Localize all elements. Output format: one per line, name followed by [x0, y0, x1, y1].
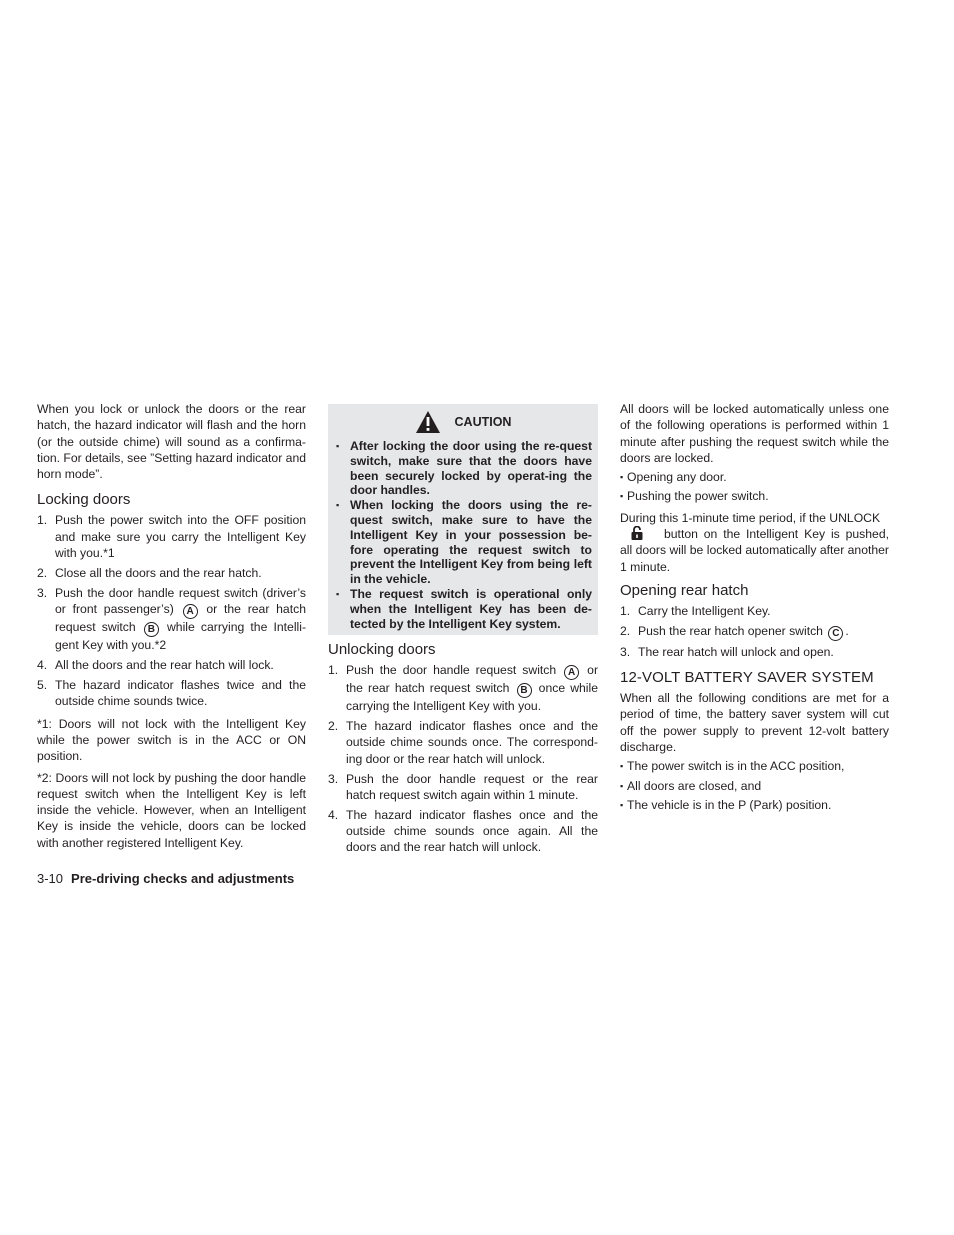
caution-box	[328, 404, 598, 635]
rear-hatch-steps	[620, 603, 889, 661]
list-item: 4. All the doors and the rear hatch will lock.	[37, 657, 274, 672]
page-footer	[37, 871, 294, 887]
list-item: 3. Push the door handle request switch (driver’s or front passenger’s) A or the rear hatch request switch B while carrying the Intelli-gent Key with you.*2	[37, 585, 307, 652]
unlocking-steps	[328, 662, 598, 855]
list-item: 3. Push the door handle request or the rear hatch request switch again within 1 minute.	[328, 771, 598, 802]
list-item: 5. The hazard indicator flashes twice and the outside chime sounds twice.	[37, 677, 306, 708]
battery-saver-heading: 12-VOLT BATTERY SAVER SYSTEM	[620, 669, 874, 687]
list-item: 1. Carry the Intelligent Key.	[620, 603, 771, 618]
list-item: 1. Push the power switch into the OFF position and make sure you carry the Intelligent Key with you.*1	[37, 513, 306, 561]
list-item: ▪ Pushing the power switch.	[620, 488, 889, 504]
note-2: *2: Doors will not lock by pushing the door handle request switch when the Intelligent Key is left inside the vehicle. However, when an Intelligent Key is inside the vehicle, doors can be locked with another registered Intelligent Key.	[37, 770, 306, 850]
list-item: ▪ Opening any door.	[620, 469, 889, 485]
caution-title: CAUTION	[454, 415, 512, 429]
auto-lock-paragraph: All doors will be locked automatically unless one of the following operations is performed within 1 minute after pushing the request switch while the doors are locked.	[620, 402, 889, 465]
warning-icon	[415, 410, 441, 434]
list-item: 3. The rear hatch will unlock and open.	[620, 645, 834, 660]
marker-c-icon: C	[828, 626, 843, 641]
left-column	[37, 401, 306, 851]
marker-b-icon: B	[517, 683, 532, 698]
middle-column	[328, 404, 598, 859]
unlocking-doors-heading: Unlocking doors	[328, 641, 436, 659]
list-item: ▪ The vehicle is in the P (Park) position.	[620, 797, 889, 813]
opening-rear-hatch-heading: Opening rear hatch	[620, 581, 749, 599]
unlock-period-paragraph: During this 1-minute time period, if the UNLOCK button on the Intelligent Key is pushed, all doors will be locked automatically after another 1 minute.	[620, 510, 889, 574]
locking-doors-heading: Locking doors	[37, 491, 131, 509]
marker-a-icon: A	[564, 665, 579, 680]
list-item: 2. Close all the doors and the rear hatch.	[37, 565, 262, 580]
list-item: 1. Push the door handle request switch A or the rear hatch request switch B once while carrying the Intelligent Key with you.	[328, 663, 599, 714]
locking-steps	[37, 512, 306, 709]
note-1: *1: Doors will not lock with the Intelligent Key while the power switch is in the ACC or ON position.	[37, 716, 306, 764]
list-item: ▪ All doors are closed, and	[620, 778, 889, 794]
caution-bullet: ▪ When locking the doors using the re-quest switch, make sure to have the Intelligent Key in your possession be-fore operating the request switch to prevent the Intelligent Key from being left in the vehicle.	[334, 498, 592, 587]
list-item: 2. Push the rear hatch opener switch C .	[620, 623, 849, 639]
caution-header	[334, 411, 592, 433]
caution-bullet: ▪ The request switch is operational only when the Intelligent Key has been de-tected by the Intelligent Key system.	[334, 587, 592, 631]
page-number: 3-10	[37, 871, 64, 886]
right-column	[620, 401, 889, 813]
unlock-icon	[630, 526, 644, 540]
list-item: ▪ The power switch is in the ACC position,	[620, 758, 889, 774]
section-title: Pre-driving checks and adjustments	[71, 871, 295, 886]
marker-a-icon: A	[183, 604, 198, 619]
intro-paragraph: When you lock or unlock the doors or the rear hatch, the hazard indicator will flash and the horn (or the outside chime) will sound as a confirma-tion. For details, see ”Setting hazard indicator and horn mode”.	[37, 402, 306, 482]
marker-b-icon: B	[144, 622, 159, 637]
battery-saver-paragraph: When all the following conditions are met for a period of time, the battery saver system will cut off the power supply to prevent 12-volt battery discharge.	[620, 691, 889, 754]
list-item: 4. The hazard indicator flashes once and the outside chime sounds once again. All the doors and the rear hatch will unlock.	[328, 807, 598, 855]
list-item: 2. The hazard indicator flashes once and the outside chime sounds once. The correspond-ing door or the rear hatch will unlock.	[328, 719, 598, 766]
caution-bullet: ▪ After locking the door using the re-quest switch, make sure that the doors have been securely locked by operat-ing the door handles.	[334, 439, 592, 498]
